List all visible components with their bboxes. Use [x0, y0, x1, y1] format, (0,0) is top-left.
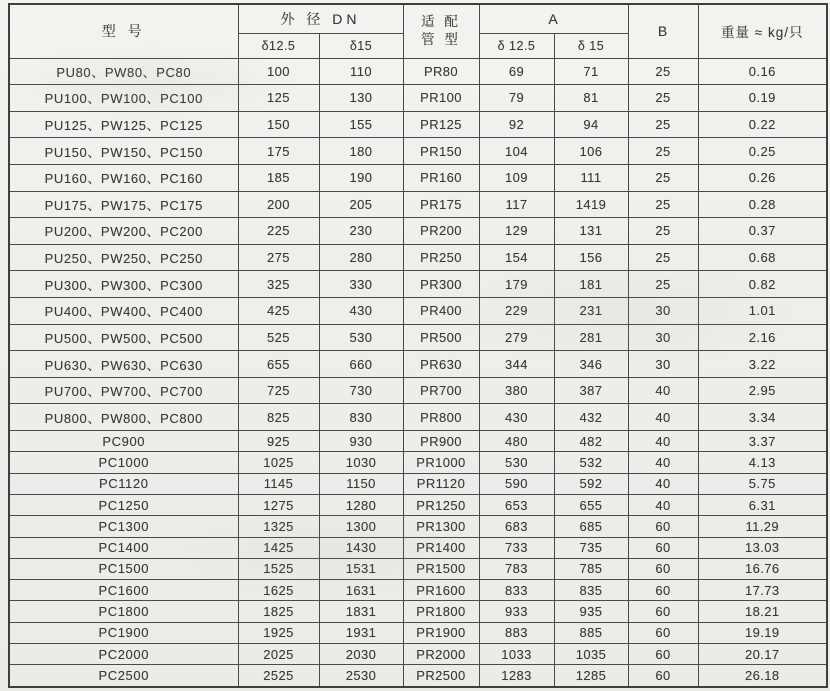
b-cell: 40	[628, 473, 698, 494]
dn-delta15-cell: 110	[319, 58, 403, 85]
header-b: B	[628, 4, 698, 58]
pipe-type-cell: PR2500	[403, 665, 479, 687]
dn-delta125-cell: 200	[238, 191, 319, 218]
model-cell: PU125、PW125、PC125	[9, 111, 238, 138]
a-delta125-cell: 480	[479, 431, 554, 452]
dn-delta125-cell: 1275	[238, 494, 319, 515]
a-delta125-cell: 79	[479, 85, 554, 112]
a-delta125-cell: 783	[479, 558, 554, 579]
b-cell: 60	[628, 516, 698, 537]
table-row	[9, 58, 827, 85]
weight-cell: 2.16	[698, 324, 827, 351]
dn-delta125-cell: 100	[238, 58, 319, 85]
table-row	[9, 191, 827, 218]
a-delta125-cell: 933	[479, 601, 554, 622]
a-delta125-cell: 69	[479, 58, 554, 85]
dn-delta125-cell: 655	[238, 351, 319, 378]
model-cell: PC1000	[9, 452, 238, 473]
b-cell: 40	[628, 452, 698, 473]
dn-delta15-cell: 530	[319, 324, 403, 351]
dn-delta125-cell: 150	[238, 111, 319, 138]
pipe-type-cell: PR300	[403, 271, 479, 298]
b-cell: 25	[628, 191, 698, 218]
model-cell: PU100、PW100、PC100	[9, 85, 238, 112]
dn-delta15-cell: 430	[319, 297, 403, 324]
b-cell: 60	[628, 644, 698, 665]
weight-cell: 2.95	[698, 377, 827, 404]
model-cell: PU630、PW630、PC630	[9, 351, 238, 378]
b-cell: 30	[628, 324, 698, 351]
header-dn-delta-12-5: δ12.5	[238, 33, 319, 58]
a-delta125-cell: 344	[479, 351, 554, 378]
weight-cell: 20.17	[698, 644, 827, 665]
model-cell: PC900	[9, 431, 238, 452]
weight-cell: 3.22	[698, 351, 827, 378]
pipe-type-cell: PR800	[403, 404, 479, 431]
dn-delta15-cell: 930	[319, 431, 403, 452]
a-delta125-cell: 279	[479, 324, 554, 351]
a-delta125-cell: 833	[479, 580, 554, 601]
table-body	[9, 58, 827, 687]
model-cell: PU800、PW800、PC800	[9, 404, 238, 431]
model-cell: PU150、PW150、PC150	[9, 138, 238, 165]
weight-cell: 17.73	[698, 580, 827, 601]
dn-delta125-cell: 1925	[238, 622, 319, 643]
dn-delta125-cell: 1825	[238, 601, 319, 622]
a-delta15-cell: 432	[554, 404, 628, 431]
b-cell: 40	[628, 431, 698, 452]
dn-delta125-cell: 725	[238, 377, 319, 404]
b-cell: 30	[628, 351, 698, 378]
a-delta15-cell: 1419	[554, 191, 628, 218]
table-row	[9, 85, 827, 112]
model-cell: PC2000	[9, 644, 238, 665]
dn-delta15-cell: 230	[319, 218, 403, 245]
pipe-type-cell: PR1250	[403, 494, 479, 515]
b-cell: 30	[628, 297, 698, 324]
pipe-type-cell: PR160	[403, 164, 479, 191]
dn-delta125-cell: 1325	[238, 516, 319, 537]
a-delta15-cell: 94	[554, 111, 628, 138]
a-delta125-cell: 590	[479, 473, 554, 494]
dn-delta125-cell: 185	[238, 164, 319, 191]
header-pipe-type-line2: 管 型	[421, 32, 461, 48]
a-delta125-cell: 154	[479, 244, 554, 271]
table-row	[9, 516, 827, 537]
table-row	[9, 580, 827, 601]
table-row	[9, 452, 827, 473]
weight-cell: 6.31	[698, 494, 827, 515]
b-cell: 25	[628, 138, 698, 165]
weight-cell: 0.82	[698, 271, 827, 298]
dn-delta125-cell: 1625	[238, 580, 319, 601]
dn-delta15-cell: 2030	[319, 644, 403, 665]
b-cell: 60	[628, 537, 698, 558]
model-cell: PC1500	[9, 558, 238, 579]
pipe-type-cell: PR400	[403, 297, 479, 324]
pipe-type-cell: PR80	[403, 58, 479, 85]
a-delta15-cell: 532	[554, 452, 628, 473]
pipe-type-cell: PR900	[403, 431, 479, 452]
dn-delta125-cell: 2025	[238, 644, 319, 665]
dn-delta15-cell: 1280	[319, 494, 403, 515]
table-row	[9, 111, 827, 138]
header-dn-delta-15: δ15	[319, 33, 403, 58]
pipe-type-cell: PR125	[403, 111, 479, 138]
model-cell: PU200、PW200、PC200	[9, 218, 238, 245]
dn-delta125-cell: 125	[238, 85, 319, 112]
b-cell: 25	[628, 244, 698, 271]
model-cell: PU175、PW175、PC175	[9, 191, 238, 218]
weight-cell: 0.19	[698, 85, 827, 112]
a-delta15-cell: 181	[554, 271, 628, 298]
a-delta15-cell: 106	[554, 138, 628, 165]
weight-cell: 5.75	[698, 473, 827, 494]
a-delta15-cell: 1035	[554, 644, 628, 665]
dn-delta15-cell: 190	[319, 164, 403, 191]
weight-cell: 3.37	[698, 431, 827, 452]
b-cell: 60	[628, 622, 698, 643]
a-delta125-cell: 129	[479, 218, 554, 245]
dn-delta15-cell: 2530	[319, 665, 403, 687]
header-weight: 重量 ≈ kg/只	[698, 4, 827, 58]
model-cell: PU160、PW160、PC160	[9, 164, 238, 191]
pipe-type-cell: PR200	[403, 218, 479, 245]
dn-delta125-cell: 275	[238, 244, 319, 271]
pipe-type-cell: PR1800	[403, 601, 479, 622]
model-cell: PC2500	[9, 665, 238, 687]
table-row	[9, 244, 827, 271]
header-outer-diameter-dn: 外 径 DN	[238, 4, 403, 33]
dn-delta15-cell: 1150	[319, 473, 403, 494]
header-a: A	[479, 4, 628, 33]
weight-cell: 0.37	[698, 218, 827, 245]
model-cell: PU250、PW250、PC250	[9, 244, 238, 271]
a-delta15-cell: 935	[554, 601, 628, 622]
weight-cell: 13.03	[698, 537, 827, 558]
model-cell: PC1600	[9, 580, 238, 601]
weight-cell: 0.28	[698, 191, 827, 218]
dn-delta15-cell: 660	[319, 351, 403, 378]
a-delta125-cell: 92	[479, 111, 554, 138]
b-cell: 40	[628, 377, 698, 404]
a-delta15-cell: 785	[554, 558, 628, 579]
a-delta15-cell: 482	[554, 431, 628, 452]
table-header	[9, 4, 827, 58]
dn-delta15-cell: 1931	[319, 622, 403, 643]
a-delta125-cell: 683	[479, 516, 554, 537]
a-delta125-cell: 1283	[479, 665, 554, 687]
dn-delta125-cell: 1425	[238, 537, 319, 558]
table-row	[9, 138, 827, 165]
dn-delta125-cell: 925	[238, 431, 319, 452]
pipe-type-cell: PR100	[403, 85, 479, 112]
a-delta15-cell: 111	[554, 164, 628, 191]
model-cell: PU300、PW300、PC300	[9, 271, 238, 298]
a-delta125-cell: 229	[479, 297, 554, 324]
weight-cell: 19.19	[698, 622, 827, 643]
weight-cell: 0.22	[698, 111, 827, 138]
pipe-type-cell: PR1000	[403, 452, 479, 473]
table-row	[9, 644, 827, 665]
a-delta125-cell: 733	[479, 537, 554, 558]
dn-delta15-cell: 205	[319, 191, 403, 218]
dn-delta125-cell: 2525	[238, 665, 319, 687]
pipe-type-cell: PR1500	[403, 558, 479, 579]
a-delta125-cell: 653	[479, 494, 554, 515]
header-pipe-type	[403, 4, 479, 58]
dn-delta125-cell: 1525	[238, 558, 319, 579]
table-row	[9, 601, 827, 622]
dn-delta125-cell: 1025	[238, 452, 319, 473]
a-delta125-cell: 109	[479, 164, 554, 191]
a-delta15-cell: 685	[554, 516, 628, 537]
b-cell: 60	[628, 580, 698, 601]
a-delta125-cell: 104	[479, 138, 554, 165]
a-delta125-cell: 430	[479, 404, 554, 431]
weight-cell: 0.16	[698, 58, 827, 85]
table-row	[9, 622, 827, 643]
weight-cell: 4.13	[698, 452, 827, 473]
b-cell: 25	[628, 164, 698, 191]
dn-delta125-cell: 525	[238, 324, 319, 351]
a-delta15-cell: 1285	[554, 665, 628, 687]
header-pipe-type-line1: 适 配	[421, 14, 461, 30]
table-row	[9, 377, 827, 404]
dn-delta15-cell: 1030	[319, 452, 403, 473]
pipe-type-cell: PR1400	[403, 537, 479, 558]
dn-delta15-cell: 1831	[319, 601, 403, 622]
table-row	[9, 473, 827, 494]
a-delta15-cell: 592	[554, 473, 628, 494]
a-delta15-cell: 71	[554, 58, 628, 85]
spec-table	[8, 3, 828, 688]
dn-delta15-cell: 155	[319, 111, 403, 138]
b-cell: 25	[628, 111, 698, 138]
pipe-type-cell: PR630	[403, 351, 479, 378]
a-delta15-cell: 885	[554, 622, 628, 643]
pipe-type-cell: PR2000	[403, 644, 479, 665]
table-row	[9, 558, 827, 579]
table-row	[9, 297, 827, 324]
model-cell: PC1900	[9, 622, 238, 643]
header-model: 型 号	[9, 4, 238, 58]
a-delta15-cell: 131	[554, 218, 628, 245]
pipe-type-cell: PR250	[403, 244, 479, 271]
table-row	[9, 324, 827, 351]
b-cell: 40	[628, 494, 698, 515]
a-delta125-cell: 179	[479, 271, 554, 298]
b-cell: 25	[628, 218, 698, 245]
pipe-type-cell: PR1300	[403, 516, 479, 537]
table-row	[9, 494, 827, 515]
a-delta125-cell: 1033	[479, 644, 554, 665]
b-cell: 60	[628, 558, 698, 579]
dn-delta15-cell: 1631	[319, 580, 403, 601]
pipe-type-cell: PR1600	[403, 580, 479, 601]
pipe-type-cell: PR700	[403, 377, 479, 404]
weight-cell: 3.34	[698, 404, 827, 431]
table-row	[9, 164, 827, 191]
dn-delta15-cell: 1531	[319, 558, 403, 579]
table-row	[9, 431, 827, 452]
b-cell: 25	[628, 58, 698, 85]
weight-cell: 26.18	[698, 665, 827, 687]
model-cell: PU500、PW500、PC500	[9, 324, 238, 351]
weight-cell: 0.68	[698, 244, 827, 271]
header-a-delta-12-5: δ 12.5	[479, 33, 554, 58]
model-cell: PU700、PW700、PC700	[9, 377, 238, 404]
dn-delta15-cell: 280	[319, 244, 403, 271]
a-delta15-cell: 346	[554, 351, 628, 378]
model-cell: PC1400	[9, 537, 238, 558]
table-row	[9, 665, 827, 687]
model-cell: PC1800	[9, 601, 238, 622]
b-cell: 60	[628, 665, 698, 687]
table-row	[9, 218, 827, 245]
a-delta125-cell: 883	[479, 622, 554, 643]
dn-delta15-cell: 1430	[319, 537, 403, 558]
a-delta15-cell: 655	[554, 494, 628, 515]
dn-delta15-cell: 730	[319, 377, 403, 404]
table-row	[9, 271, 827, 298]
weight-cell: 1.01	[698, 297, 827, 324]
pipe-type-cell: PR500	[403, 324, 479, 351]
dn-delta15-cell: 130	[319, 85, 403, 112]
a-delta15-cell: 81	[554, 85, 628, 112]
model-cell: PC1300	[9, 516, 238, 537]
header-a-delta-15: δ 15	[554, 33, 628, 58]
dn-delta125-cell: 425	[238, 297, 319, 324]
dn-delta15-cell: 830	[319, 404, 403, 431]
dn-delta125-cell: 225	[238, 218, 319, 245]
model-cell: PU400、PW400、PC400	[9, 297, 238, 324]
a-delta15-cell: 156	[554, 244, 628, 271]
dn-delta125-cell: 1145	[238, 473, 319, 494]
dn-delta125-cell: 325	[238, 271, 319, 298]
dn-delta125-cell: 175	[238, 138, 319, 165]
a-delta125-cell: 530	[479, 452, 554, 473]
b-cell: 40	[628, 404, 698, 431]
table-row	[9, 351, 827, 378]
dn-delta15-cell: 180	[319, 138, 403, 165]
pipe-type-cell: PR150	[403, 138, 479, 165]
a-delta15-cell: 387	[554, 377, 628, 404]
pipe-type-cell: PR1900	[403, 622, 479, 643]
dn-delta15-cell: 1300	[319, 516, 403, 537]
dn-delta15-cell: 330	[319, 271, 403, 298]
table-row	[9, 404, 827, 431]
weight-cell: 0.25	[698, 138, 827, 165]
a-delta125-cell: 380	[479, 377, 554, 404]
pipe-type-cell: PR1120	[403, 473, 479, 494]
b-cell: 25	[628, 85, 698, 112]
weight-cell: 11.29	[698, 516, 827, 537]
b-cell: 25	[628, 271, 698, 298]
a-delta15-cell: 735	[554, 537, 628, 558]
a-delta15-cell: 281	[554, 324, 628, 351]
dn-delta125-cell: 825	[238, 404, 319, 431]
table-row	[9, 537, 827, 558]
model-cell: PC1120	[9, 473, 238, 494]
weight-cell: 18.21	[698, 601, 827, 622]
a-delta125-cell: 117	[479, 191, 554, 218]
weight-cell: 16.76	[698, 558, 827, 579]
b-cell: 60	[628, 601, 698, 622]
model-cell: PC1250	[9, 494, 238, 515]
model-cell: PU80、PW80、PC80	[9, 58, 238, 85]
a-delta15-cell: 835	[554, 580, 628, 601]
a-delta15-cell: 231	[554, 297, 628, 324]
weight-cell: 0.26	[698, 164, 827, 191]
pipe-type-cell: PR175	[403, 191, 479, 218]
